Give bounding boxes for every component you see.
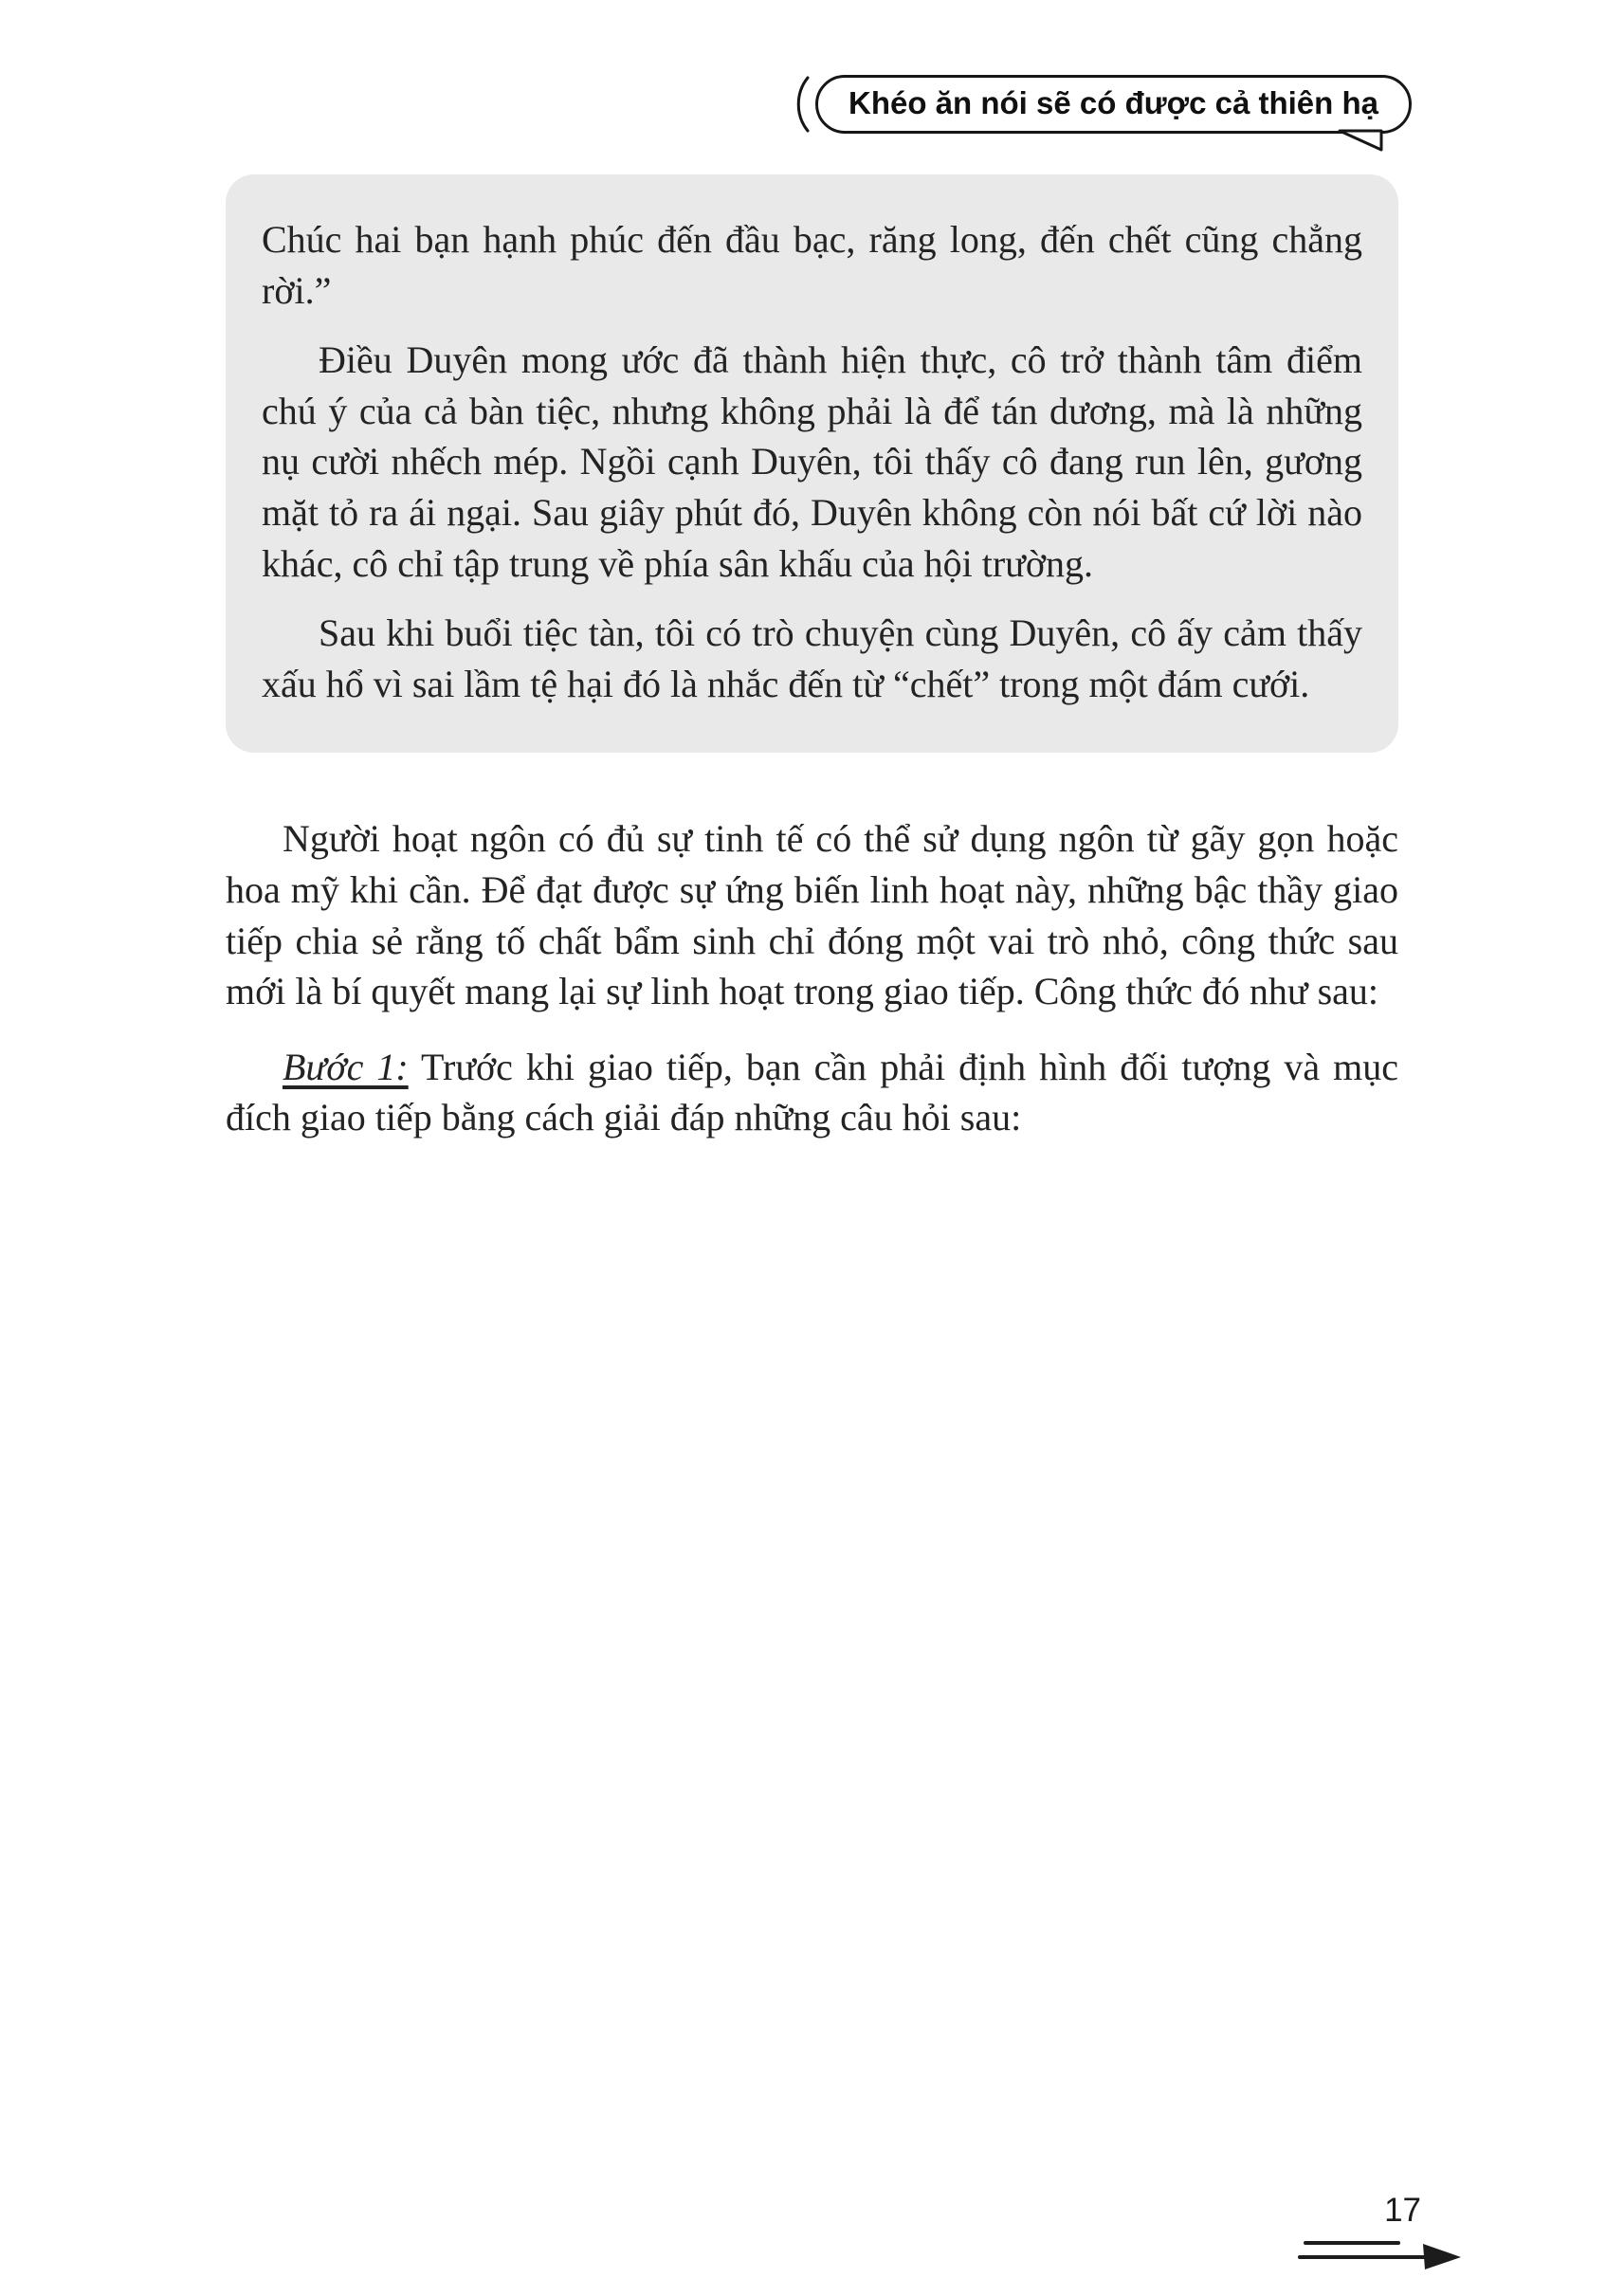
speech-tail-icon (1336, 129, 1385, 154)
quote-paragraph: Chúc hai bạn hạnh phúc đến đầu bạc, răng long, đến chết cũng chẳng rời.” (262, 218, 1362, 312)
page-number: 17 (1384, 2192, 1421, 2229)
quote-box (226, 174, 1398, 753)
body-paragraph: Người hoạt ngôn có đủ sự tinh tế có thể sử dụng ngôn từ gãy gọn hoặc hoa mỹ khi cần. Để đạt được sự ứng biến linh hoạt này, những bậc thầy giao tiếp chia sẻ rằng tố chất bẩm sinh chỉ đóng một vai trò nhỏ, công thức sau mới là bí quyết mang lại sự linh hoạt trong giao tiếp. Công thức đó như sau: (226, 817, 1398, 1013)
step-paragraph (226, 1042, 1398, 1143)
running-head-pill (815, 75, 1412, 134)
badge-curve-icon (791, 74, 812, 135)
quote-paragraph: Điều Duyên mong ước đã thành hiện thực, cô trở thành tâm điểm chú ý của cả bàn tiệc, nhưng không phải là để tán dương, mà là những nụ cười nhếch mép. Ngồi cạnh Duyên, tôi thấy cô đang run lên, gương mặt tỏ ra ái ngại. Sau giây phút đó, Duyên không còn nói bất cứ lời nào khác, cô chỉ tập trung về phía sân khấu của hội trường. (262, 338, 1362, 585)
quote-paragraph: Sau khi buổi tiệc tàn, tôi có trò chuyện cùng Duyên, cô ấy cảm thấy xấu hổ vì sai lầm tệ hại đó là nhắc đến từ “chết” trong một đám cưới. (262, 611, 1362, 705)
running-head-text: Khéo ăn nói sẽ có được cả thiên hạ (848, 84, 1378, 120)
page-header (226, 0, 1398, 135)
step-label: Bước 1: (283, 1045, 409, 1088)
page-footer (1285, 2192, 1465, 2273)
page-arrow-icon (1298, 2232, 1465, 2273)
body-section (226, 813, 1398, 1143)
step-text: Trước khi giao tiếp, bạn cần phải định hình đối tượng và mục đích giao tiếp bằng cách giải đáp những câu hỏi sau: (226, 1045, 1399, 1139)
running-head-badge (791, 74, 1412, 135)
